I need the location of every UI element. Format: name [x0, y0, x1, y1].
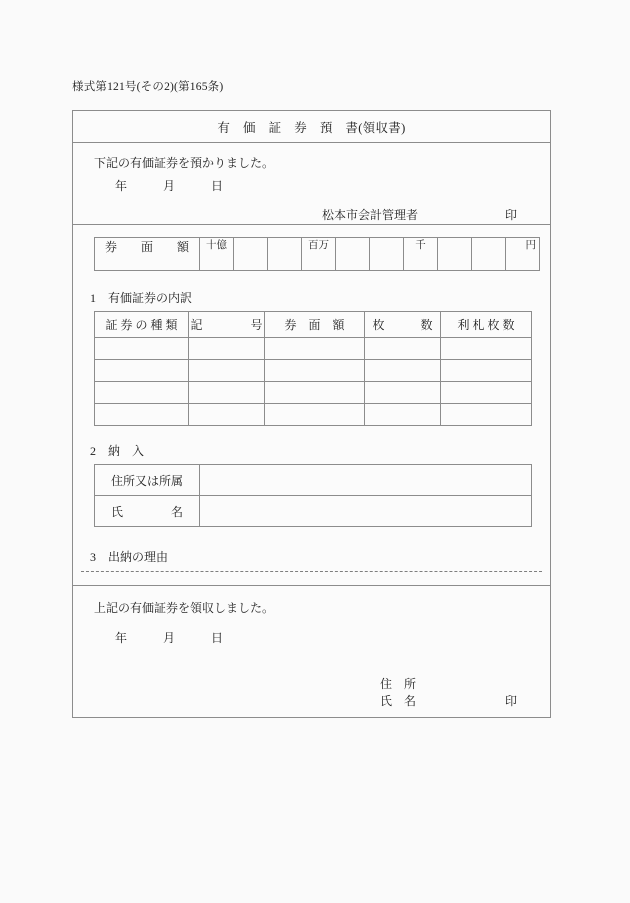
section-3-title: 出納の理由 [108, 550, 169, 564]
receipt-divider [73, 585, 550, 586]
table-header-row [95, 312, 532, 338]
cell-mark[interactable] [189, 404, 265, 426]
securities-detail-section [94, 311, 532, 426]
cell-face[interactable] [265, 382, 365, 404]
amount-unit-marker: 円 [525, 240, 536, 251]
section-2-number: 2 [90, 444, 96, 458]
cell-coupon[interactable] [441, 404, 532, 426]
payer-section [94, 464, 532, 527]
issuer-seal-mark: 印 [505, 208, 518, 222]
face-amount-section [94, 237, 540, 271]
payer-address-value[interactable] [200, 465, 532, 496]
amount-unit-marker [234, 238, 267, 239]
column-header-sheets: 枚 数 [365, 312, 441, 338]
cell-mark[interactable] [189, 360, 265, 382]
amount-unit-marker: 百万 [308, 240, 329, 251]
issuer-name: 松本市会計管理者 [322, 208, 419, 222]
section-1-title: 有価証券の内訳 [108, 291, 193, 305]
table-row [95, 338, 532, 360]
column-header-face: 券 面 額 [265, 312, 365, 338]
cell-sheets[interactable] [365, 360, 441, 382]
cell-coupon[interactable] [441, 382, 532, 404]
receipt-date-line: 年 月 日 [115, 631, 224, 645]
column-header-kind: 証 券 の 種 類 [95, 312, 189, 338]
amount-digit-cell[interactable] [438, 238, 472, 271]
amount-unit-marker [370, 238, 403, 239]
cell-coupon[interactable] [441, 360, 532, 382]
amount-unit-marker [268, 238, 301, 239]
deposit-date-line: 年 月 日 [115, 179, 224, 193]
receipt-name-label: 氏 名 [380, 694, 417, 708]
payer-address-label: 住所又は所属 [95, 465, 200, 496]
amount-unit-marker [472, 238, 505, 239]
section-1-number: 1 [90, 291, 96, 305]
table-row [95, 382, 532, 404]
deposit-statement-band [73, 143, 550, 225]
cell-kind[interactable] [95, 404, 189, 426]
section-2-heading [90, 442, 144, 459]
form-number: 様式第121号(その2)(第165条) [72, 81, 224, 93]
face-amount-label: 券 面 額 [95, 238, 200, 271]
cell-sheets[interactable] [365, 338, 441, 360]
table-row [95, 360, 532, 382]
cell-coupon[interactable] [441, 338, 532, 360]
amount-unit-marker [336, 238, 369, 239]
table-row [95, 404, 532, 426]
column-header-coupon: 利 札 枚 数 [441, 312, 532, 338]
receipt-address-label: 住 所 [380, 677, 417, 691]
cell-sheets[interactable] [365, 404, 441, 426]
amount-digit-cell[interactable] [268, 238, 302, 271]
amount-unit-marker: 十億 [206, 240, 227, 251]
amount-unit-marker [438, 238, 471, 239]
section-3-heading [90, 548, 168, 565]
cell-kind[interactable] [95, 382, 189, 404]
title-band [73, 111, 550, 143]
securities-detail-table [94, 311, 532, 426]
payer-table [94, 464, 532, 527]
cell-face[interactable] [265, 404, 365, 426]
cell-mark[interactable] [189, 382, 265, 404]
column-header-mark: 記 号 [189, 312, 265, 338]
cell-kind[interactable] [95, 338, 189, 360]
amount-digit-cell[interactable] [472, 238, 506, 271]
amount-digit-cell[interactable] [302, 238, 336, 271]
section-1-heading [90, 289, 192, 306]
table-row [95, 496, 532, 527]
amount-digit-cell[interactable] [370, 238, 404, 271]
receipt-seal-mark: 印 [505, 694, 518, 708]
cell-kind[interactable] [95, 360, 189, 382]
cell-face[interactable] [265, 338, 365, 360]
section-3-number: 3 [90, 550, 96, 564]
receipt-statement-text: 上記の有価証券を領収しました。 [94, 601, 275, 615]
cell-face[interactable] [265, 360, 365, 382]
page-title: 有 価 証 券 預 書(領収書) [217, 120, 406, 135]
cut-line [81, 571, 542, 572]
face-amount-table [94, 237, 540, 271]
face-amount-row [95, 238, 540, 271]
section-2-title: 納 入 [108, 444, 145, 458]
form-frame [72, 110, 551, 718]
table-row [95, 465, 532, 496]
amount-digit-cell[interactable] [200, 238, 234, 271]
amount-digit-cell[interactable] [234, 238, 268, 271]
payer-name-value[interactable] [200, 496, 532, 527]
cell-mark[interactable] [189, 338, 265, 360]
payer-name-label: 氏 名 [95, 496, 200, 527]
cell-sheets[interactable] [365, 382, 441, 404]
deposit-statement-text: 下記の有価証券を預かりました。 [94, 156, 275, 170]
amount-digit-cell[interactable] [404, 238, 438, 271]
amount-unit-marker: 千 [415, 240, 426, 251]
amount-digit-cell[interactable] [336, 238, 370, 271]
amount-digit-cell[interactable] [506, 238, 540, 271]
